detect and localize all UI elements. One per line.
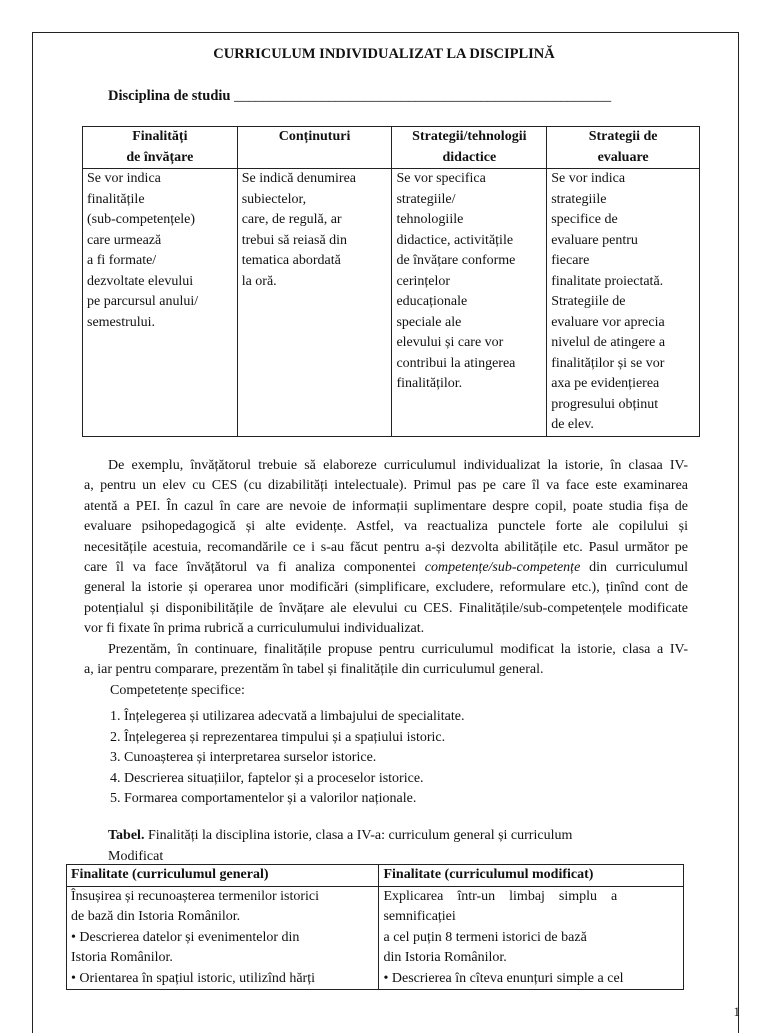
discipline-blank: ____________________________________________________ [234, 88, 612, 104]
table-row [83, 169, 700, 437]
header-finalitati: Finalități de învățare [83, 127, 238, 169]
header-strategii-didactice: Strategii/tehnologii didactice [392, 127, 547, 169]
cell-strategii-evaluare: Se vor indica strategiile specifice de evaluare pentru fiecare finalitate proiectată. Strategiile de evaluare vor aprecia nivelul de atingere a finalităților și se vor axa pe evidențierea progresului obținut de elev. [547, 169, 700, 437]
discipline-label: Disciplina de studiu [108, 88, 231, 104]
cell-strategii-didactice: Se vor specifica strategiile/ tehnologiile didactice, activitățile de învățare conforme cerințelor educaționale speciale ale elevului și care vor contribui la atingerea finalităților. [392, 169, 547, 437]
table-header-row [67, 865, 684, 887]
table-row [67, 886, 684, 990]
caption-text: Finalități la disciplina istorie, clasa a IV-a: curriculum general și curriculum [147, 828, 573, 843]
paragraph-example: De exemplu, învățătorul trebuie să elaboreze curriculumul individualizat la istorie, în clasaa IV- a, pentru un elev cu CES (cu dizabilități intelectuale). Primul pas pe care îl va face este examinarea atentă a PEI. În cazul în care are nevoie de informații suplimentare despre copil, poate studia fișa de evaluare psihopedagogică și alte evidențe. Astfel, va reactualiza punctele forte ale copilului și necesitățile acestuia, recomandările ce i s-au făcut pentru a-și dezvolta abilitățile etc. Pasul următor pe care îl va face învățătorul va fi analiza componentei competențe/sub-competențe din curriculumul general la istorie și operarea unor modificări (simplificare, excludere, reformulare etc.), ținînd cont de potențialul și disponibilitățile de învățare ale elevului cu CES. Finalitățile/sub-competențele modificate vor fi fixate în prima rubrică a curriculumului individualizat. [84, 458, 689, 637]
page-title: CURRICULUM INDIVIDUALIZAT LA DISCIPLINĂ [213, 46, 555, 62]
competencies-list [110, 707, 465, 810]
cell-continuturi: Se indică denumirea subiectelor, care, de regulă, ar trebui să reiasă din tematica abordată la oră. [237, 169, 392, 437]
cell-modificat: Explicarea într-un limbaj simplu a semnificației a cel puțin 8 termeni istorici de bază din Istoria Românilor. • Descrierea în cîteva enunțuri simple a cel [379, 886, 684, 990]
header-continuturi: Conținuturi [237, 127, 392, 169]
caption-label: Tabel. [108, 828, 145, 843]
curriculum-template-table [82, 126, 700, 437]
caption-line2: Modificat [108, 848, 164, 864]
cell-finalitati: Se vor indica finalitățile (sub-competențele) care urmează a fi formate/ dezvoltate elevului pe parcursul anului/ semestrului. [83, 169, 238, 437]
header-modificat: Finalitate (curriculumul modificat) [379, 865, 684, 887]
paragraph-presentation: Prezentăm, în continuare, finalitățile propuse pentru curriculumul modificat la istorie, clasa a IV- a, iar pentru comparare, prezentăm în tabel și finalitățile din curriculumul general. [84, 642, 688, 678]
discipline-field [108, 88, 611, 105]
list-item: 5. Formarea comportamentelor și a valorilor naționale. [110, 791, 417, 806]
table-header-row [83, 127, 700, 169]
emphasis-competente: competențe/sub-competențe [424, 560, 581, 576]
list-item: 4. Descrierea situațiilor, faptelor și a proceselor istorice. [110, 770, 424, 786]
list-item: 3. Cunoașterea și interpretarea surselor istorice. [110, 750, 377, 765]
finalities-comparison-table [66, 864, 684, 990]
list-item: 1. Înțelegerea și utilizarea adecvată a limbajului de specialitate. [110, 709, 465, 724]
competencies-title: Competetențe specifice: [110, 683, 245, 698]
header-general: Finalitate (curriculumul general) [67, 865, 379, 887]
page-number: 1 [733, 1004, 740, 1019]
list-item: 2. Înțelegerea și reprezentarea timpului și a spațiului istoric. [110, 729, 446, 745]
table-caption [108, 826, 572, 867]
cell-general: Însușirea și recunoașterea termenilor istorici de bază din Istoria Românilor. • Descrierea datelor și evenimentelor din Istoria Românilor. • Orientarea în spațiul istoric, utilizînd hărți [67, 886, 379, 990]
header-strategii-evaluare: Strategii de evaluare [547, 127, 700, 169]
